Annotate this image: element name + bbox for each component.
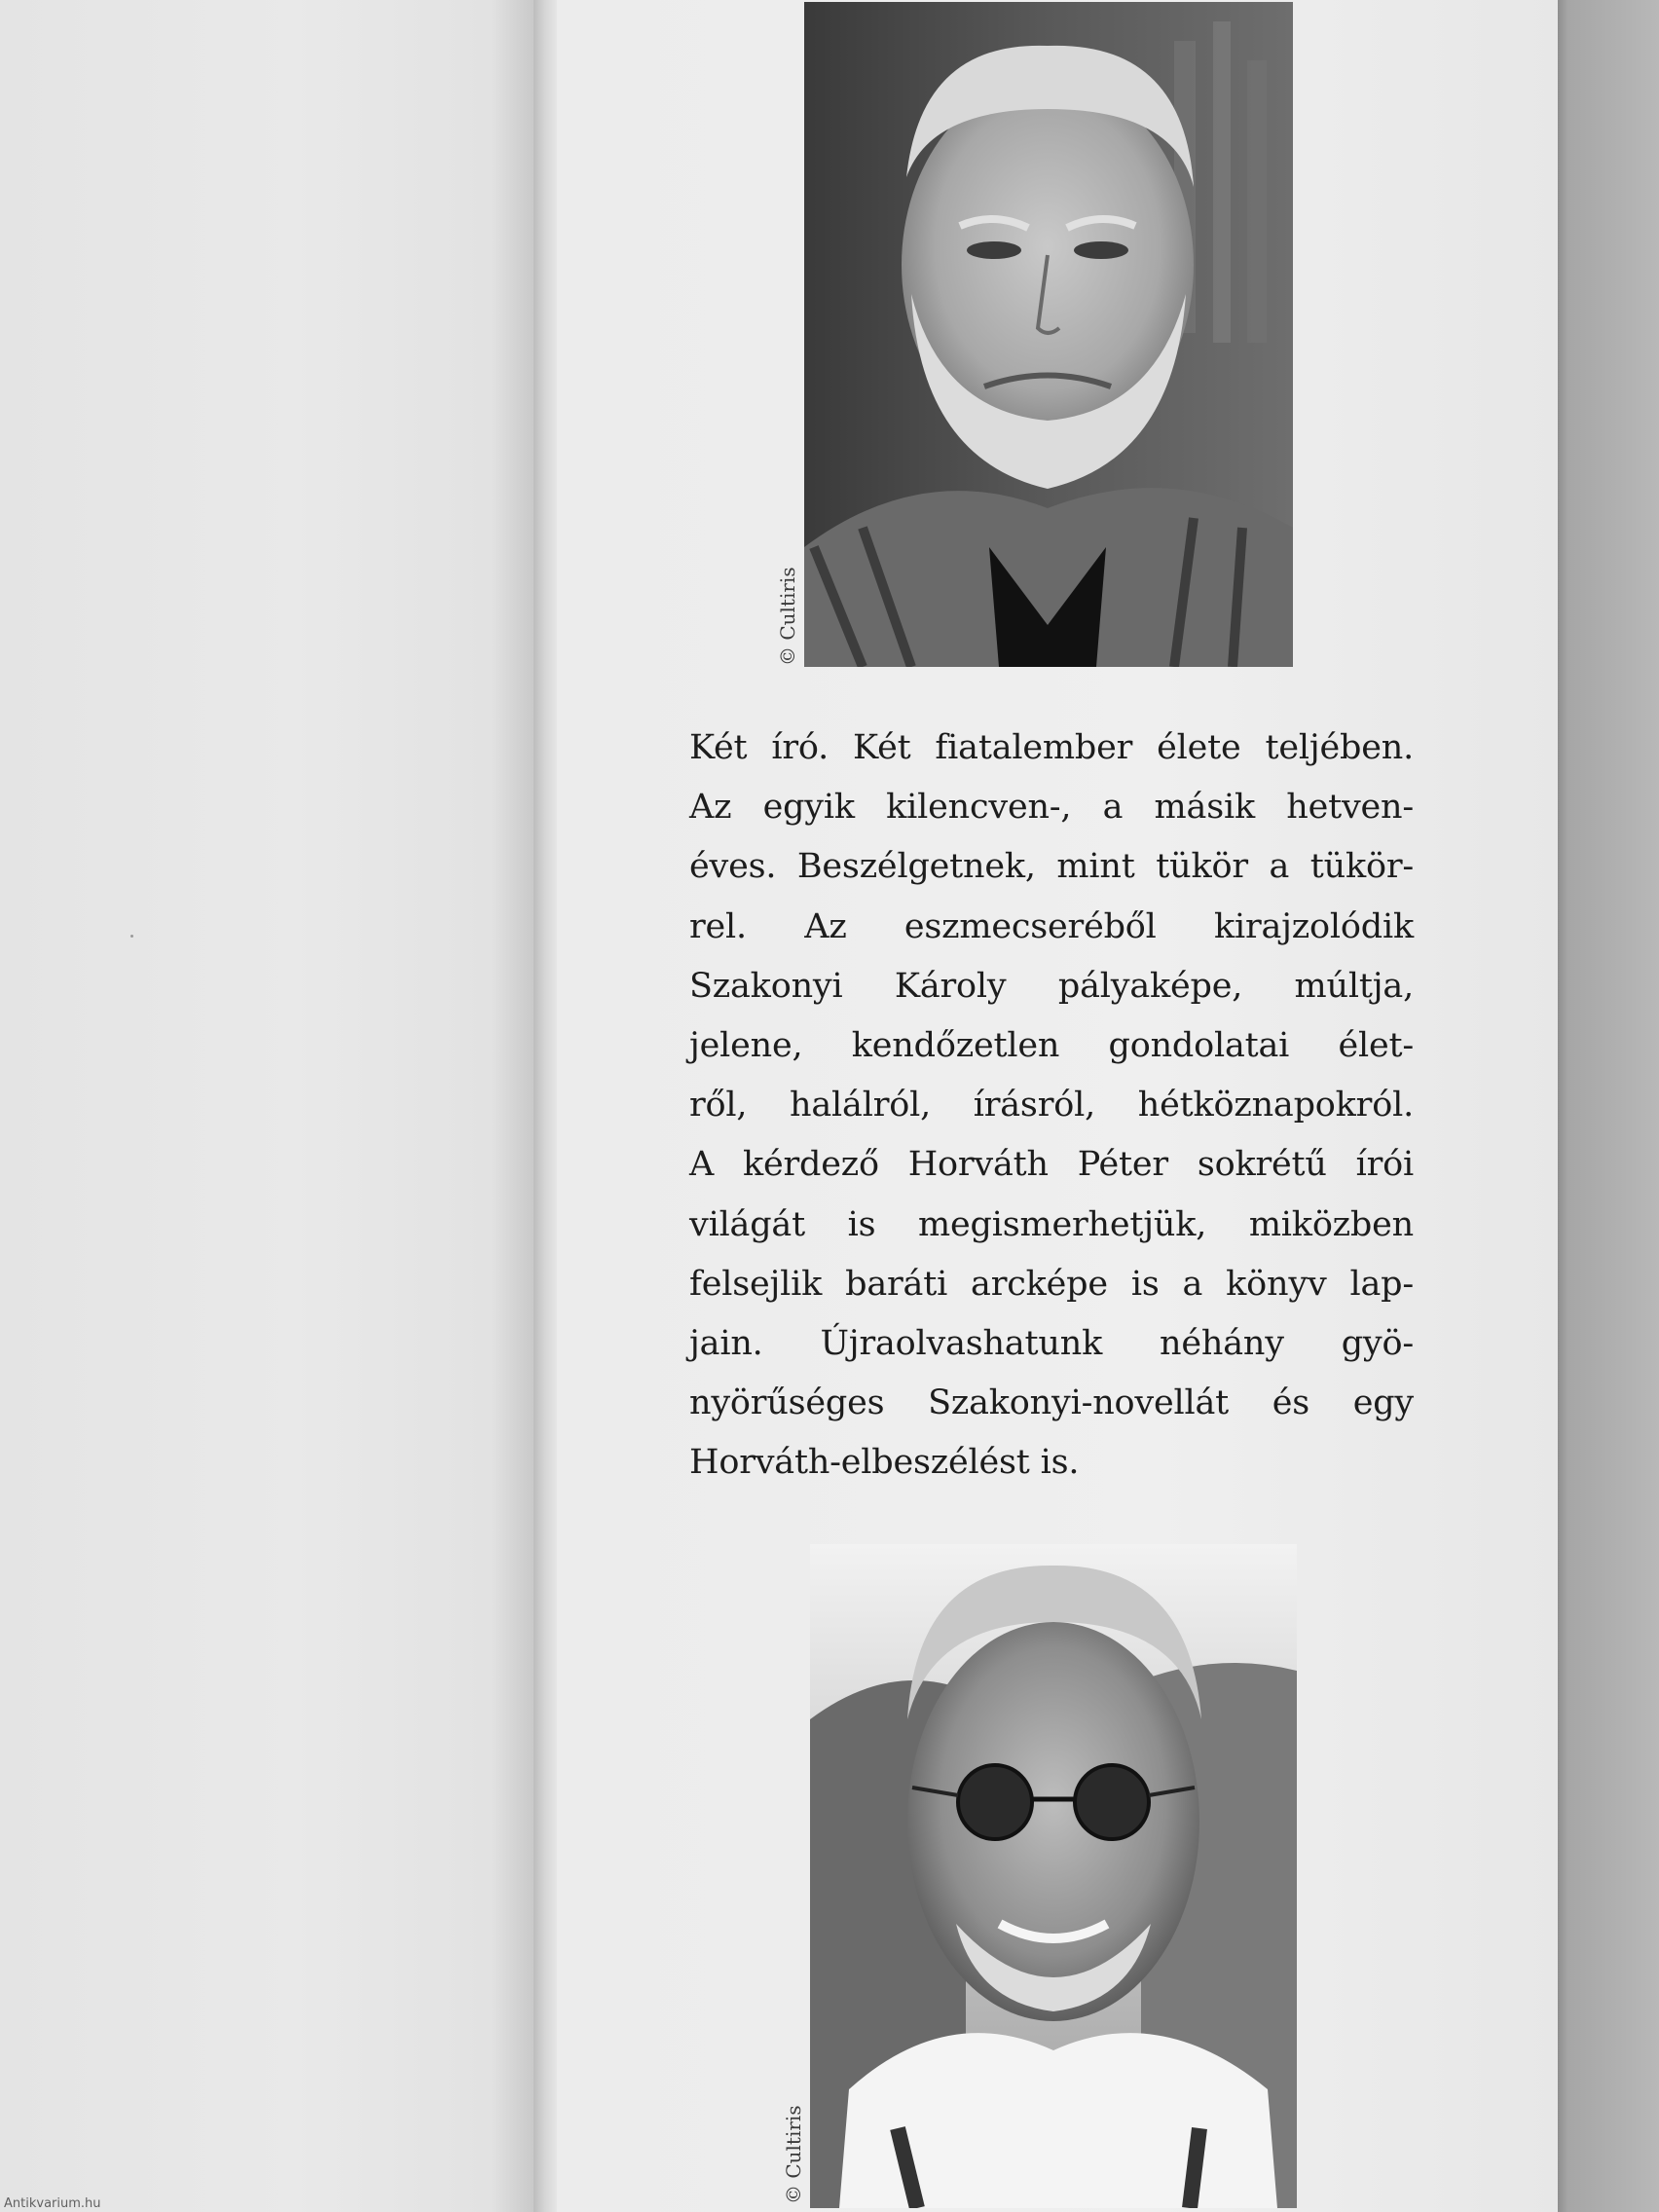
blurb-line: ről, halálról, írásról, hétköznapokról. [689, 1086, 1414, 1125]
watermark: Antikvarium.hu [4, 2196, 101, 2211]
back-cover-blurb [689, 719, 1414, 1493]
blurb-line: Az egyik kilencven-, a másik hetven- [689, 788, 1414, 828]
blurb-line: jelene, kendőzetlen gondolatai élet- [689, 1026, 1414, 1066]
left-page [0, 0, 534, 2212]
page-gutter [534, 0, 557, 2212]
portrait-top-image [804, 2, 1293, 667]
blurb-line: rel. Az eszmecseréből kirajzolódik [689, 906, 1414, 946]
blurb-line: nyörűséges Szakonyi-novellát és egy [689, 1383, 1414, 1423]
blurb-line: A kérdező Horváth Péter sokrétű írói [689, 1145, 1414, 1185]
blurb-line: világát is megismerhetjük, miközben [689, 1204, 1414, 1244]
blurb-line: éves. Beszélgetnek, mint tükör a tükör- [689, 847, 1414, 887]
blurb-line: Két író. Két fiatalember élete teljében. [689, 728, 1414, 767]
blurb-line: Szakonyi Károly pályaképe, múltja, [689, 966, 1414, 1006]
portrait-bottom-image [810, 1544, 1297, 2208]
author-portrait-bottom [810, 1544, 1297, 2208]
blurb-line: jain. Újraolvashatunk néhány gyö- [689, 1324, 1414, 1364]
photo-credit-bottom: © Cultiris [782, 2105, 805, 2204]
author-portrait-top [804, 2, 1293, 667]
photo-credit-top: © Cultiris [776, 567, 799, 666]
paper-speck [130, 935, 133, 938]
blurb-line: felsejlik baráti arcképe is a könyv lap- [689, 1264, 1414, 1304]
blurb-line: Horváth-elbeszélést is. [689, 1443, 1080, 1483]
book-edge [1558, 0, 1659, 2212]
